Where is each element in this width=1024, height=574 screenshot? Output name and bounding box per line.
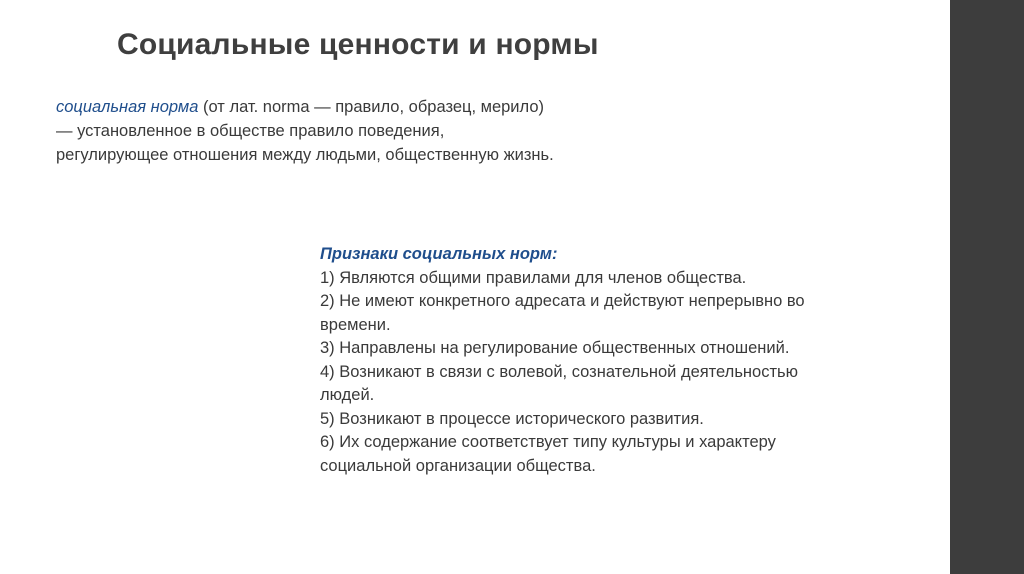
- features-list: [320, 267, 840, 479]
- feature-item: 5) Возникают в процессе исторического развития.: [320, 409, 704, 428]
- features-block: [320, 243, 840, 478]
- feature-item: 2) Не имеют конкретного адресата и действуют непрерывно во времени.: [320, 292, 805, 334]
- feature-item: 1) Являются общими правилами для членов общества.: [320, 268, 747, 287]
- definition-term: социальная норма: [56, 98, 199, 116]
- features-heading: Признаки социальных норм:: [320, 245, 558, 263]
- feature-item: 4) Возникают в связи с волевой, сознательной деятельностью людей.: [320, 362, 798, 404]
- definition-paragraph: [56, 95, 556, 167]
- feature-item: 6) Их содержание соответствует типу культуры и характеру социальной организации общества.: [320, 433, 776, 475]
- slide-title: Социальные ценности и нормы: [117, 28, 599, 61]
- feature-item: 3) Направлены на регулирование общественных отношений.: [320, 339, 790, 357]
- definition-text: (от лат. norma — правило, образец, мерило) — установленное в обществе правило поведения, регулирующее отношения между людьми, общественную жизнь.: [56, 98, 554, 164]
- side-decoration-bar: [950, 0, 1024, 574]
